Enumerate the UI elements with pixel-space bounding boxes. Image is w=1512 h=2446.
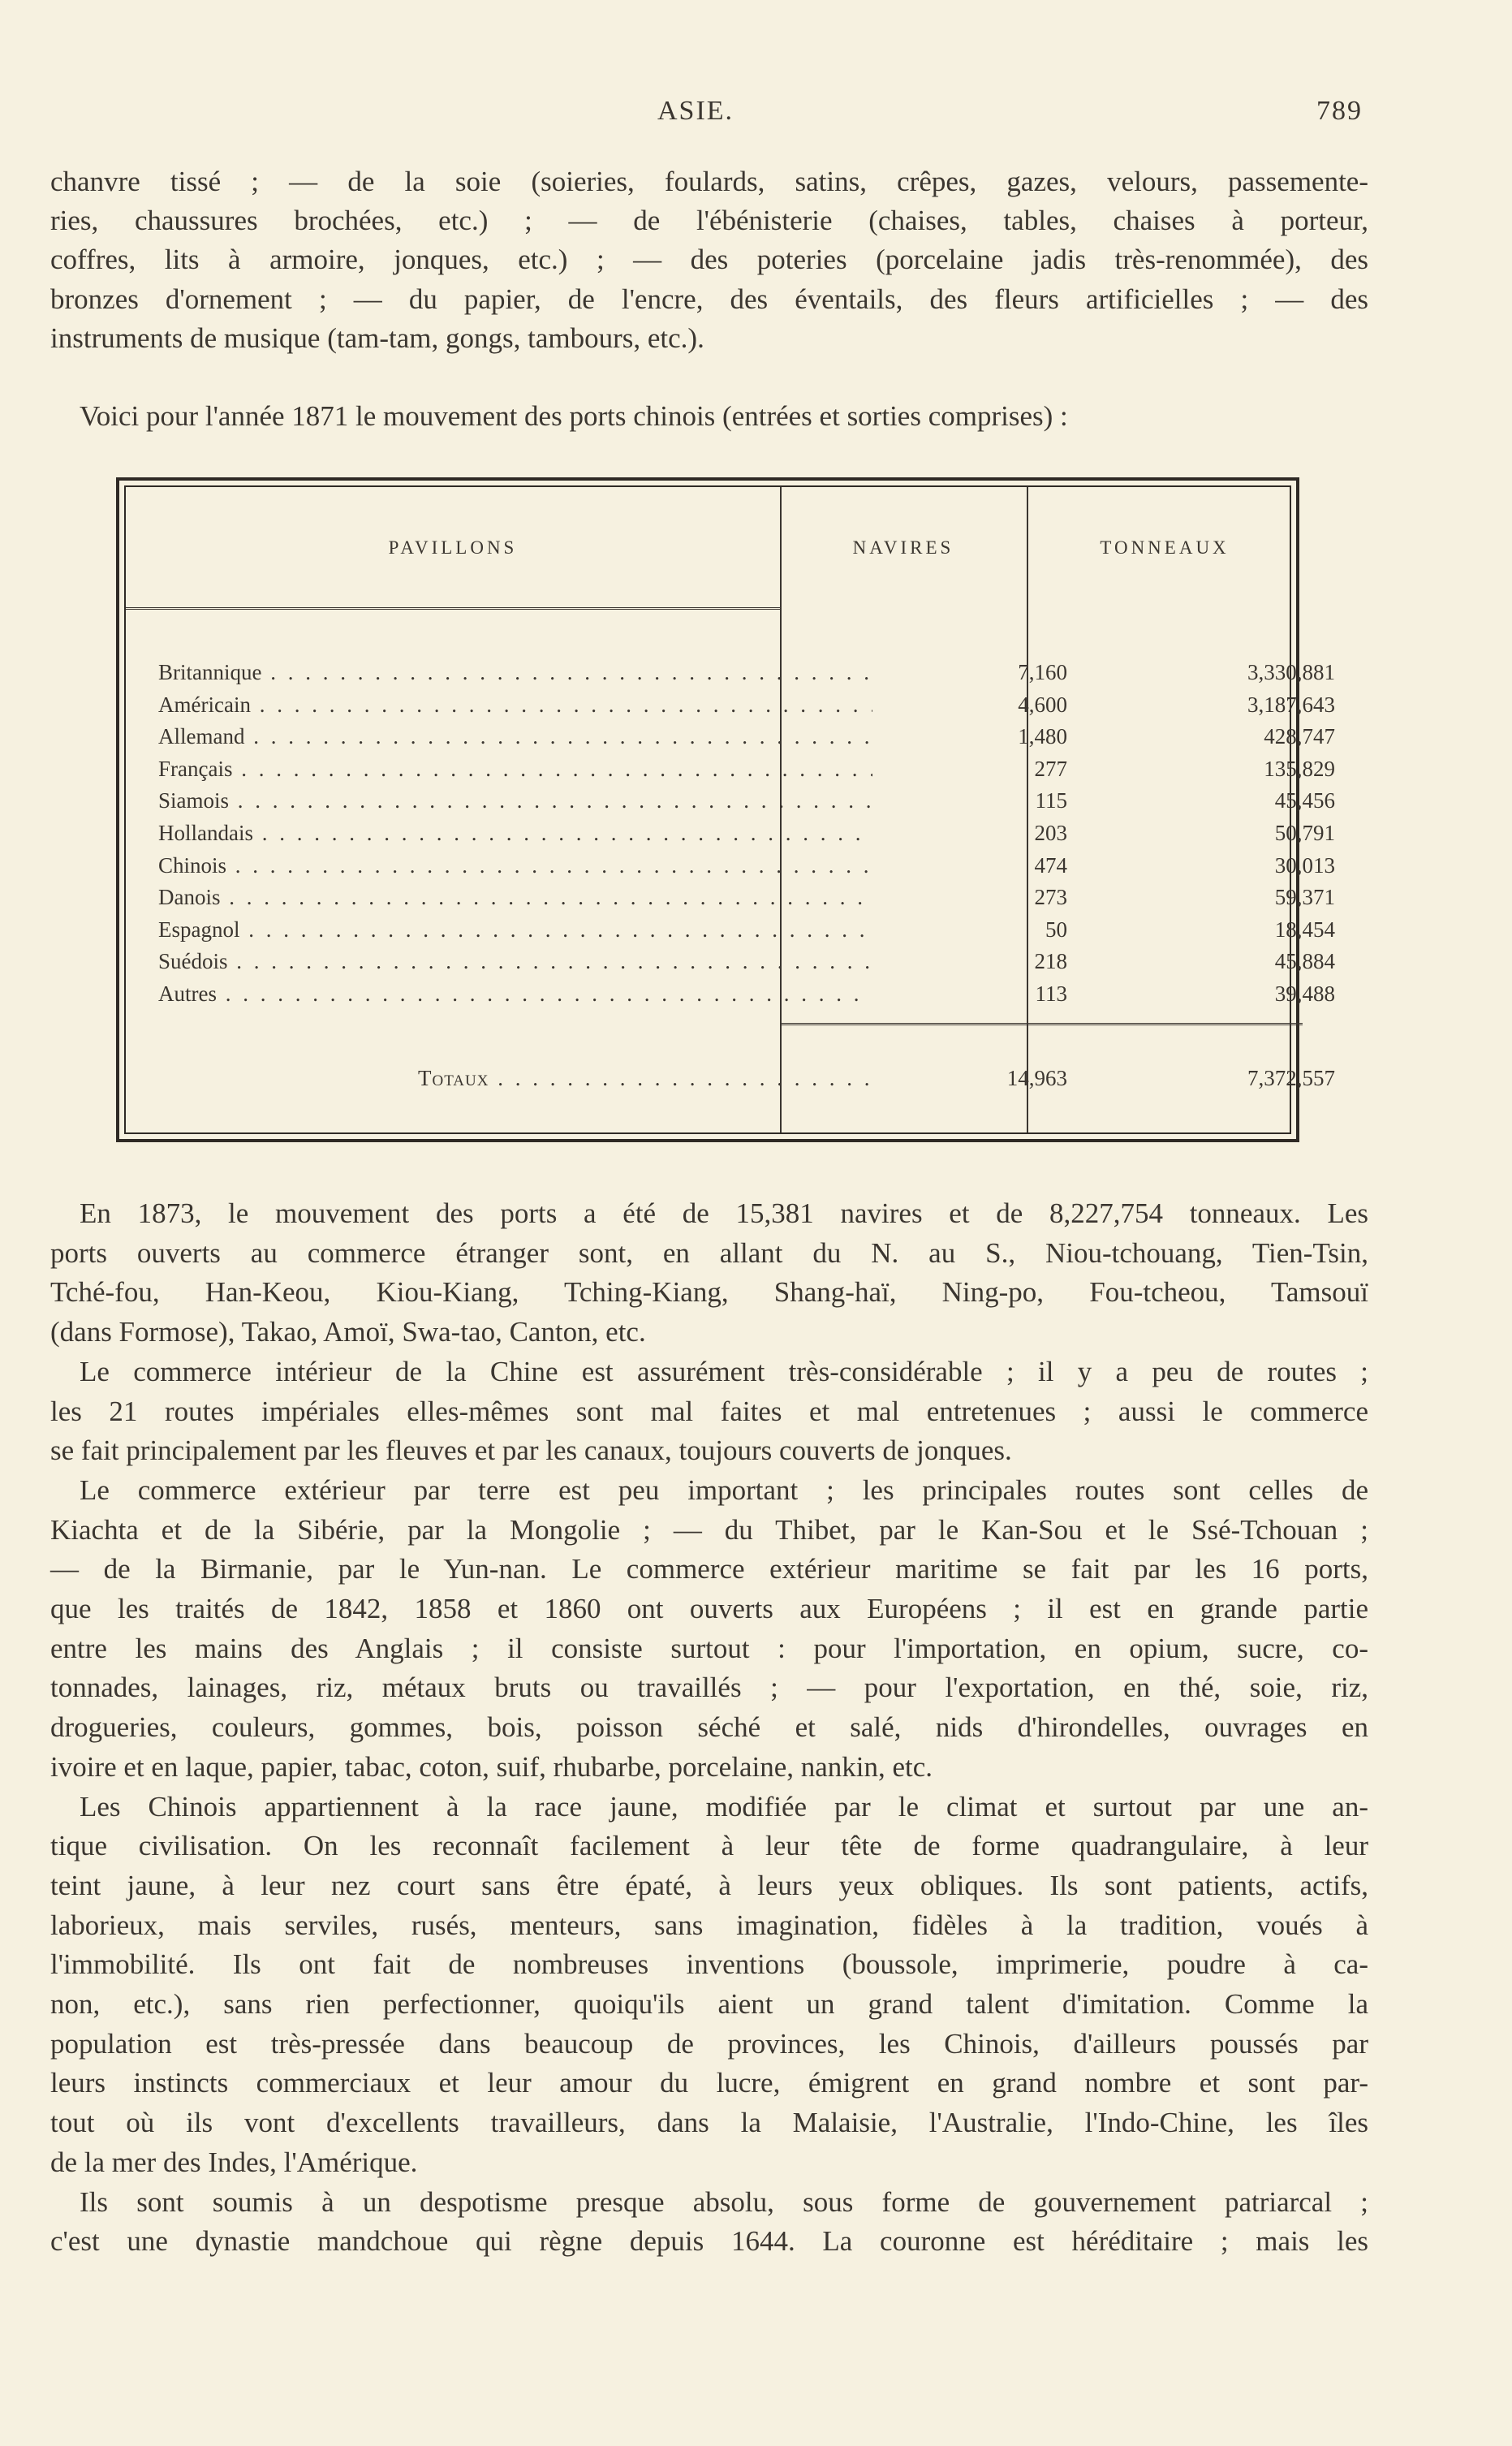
- text-line: de la mer des Indes, l'Amérique.: [50, 2146, 418, 2178]
- tonneaux-cell: 39,488: [1274, 981, 1335, 1006]
- pavillon-cell: Français . . .: [158, 753, 872, 785]
- tonneaux-cell: 428,747: [1264, 724, 1335, 749]
- text-line: Les Chinois appartiennent à la race jaune, modifiée par le climat et surtout par une an-: [80, 1790, 1368, 1823]
- text-line: ries, chaussures brochées, etc.) ; — de l'ébénisterie (chaises, tables, chaises à porteur,: [50, 205, 1368, 237]
- text-line: ivoire et en laque, papier, tabac, coton, suif, rhubarbe, porcelaine, nankin, etc.: [50, 1750, 933, 1783]
- text-line: bronzes d'ornement ; — du papier, de l'encre, des éventails, des fleurs artificielles ; — des: [50, 283, 1368, 315]
- text-line: chanvre tissé ; — de la soie (soieries, foulards, satins, crêpes, gazes, velours, passemente-: [50, 166, 1368, 197]
- navires-cell: 277: [1034, 756, 1067, 781]
- navires-cell: 113: [1035, 981, 1067, 1006]
- totals-tonneaux: 7,372,557: [1247, 1066, 1335, 1090]
- totals-navires: 14,963: [1006, 1066, 1067, 1090]
- text-line: tonnades, lainages, riz, métaux bruts ou travaillés ; — pour l'exportation, en thé, soie, riz,: [50, 1672, 1368, 1704]
- totals-rule: [780, 1023, 1303, 1025]
- tonneaux-cell: 45,884: [1274, 949, 1335, 974]
- table-row: [126, 881, 1335, 913]
- text-line: teint jaune, à leur nez court sans être épaté, à leurs yeux obliques. Ils sont patients, actifs,: [50, 1869, 1368, 1901]
- text-line: coffres, lits à armoire, jonques, etc.) ; — des poteries (porcelaine jadis très-renommée), des: [50, 244, 1368, 276]
- table-row: [126, 656, 1335, 688]
- pavillon-cell: Allemand . . .: [158, 720, 872, 753]
- navires-cell: 203: [1034, 821, 1067, 845]
- text-line: que les traités de 1842, 1858 et 1860 ont ouverts aux Européens ; il est en grande partie: [50, 1593, 1368, 1624]
- pavillon-cell: Espagnol . . .: [158, 913, 872, 946]
- text-line: l'immobilité. Ils ont fait de nombreuses inventions (boussole, imprimerie, poudre à ca-: [50, 1948, 1368, 1981]
- table-row: [126, 720, 1335, 753]
- text-line: les 21 routes impériales elles-mêmes sont mal faites et mal entretenues ; aussi le commerce: [50, 1395, 1368, 1427]
- text-line: se fait principalement par les fleuves et par les canaux, toujours couverts de jonques.: [50, 1434, 1012, 1467]
- navires-cell: 4,600: [1018, 692, 1067, 717]
- pavillon-cell: Danois . . .: [158, 881, 872, 913]
- table-row: [126, 913, 1335, 946]
- pavillon-cell: Siamois . . .: [158, 784, 872, 817]
- header-rule: [126, 607, 780, 610]
- text-line: — de la Birmanie, par le Yun-nan. Le commerce extérieur maritime se fait par les 16 ports,: [50, 1553, 1368, 1585]
- header-tonneaux: TONNEAUX: [1100, 537, 1230, 558]
- text-line: Ils sont soumis à un despotisme presque absolu, sous forme de gouvernement patriarcal ;: [80, 2185, 1368, 2218]
- tonneaux-cell: 18,454: [1274, 917, 1335, 942]
- text-line: population est très-pressée dans beaucoup de provinces, les Chinois, d'ailleurs poussés par: [50, 2027, 1368, 2060]
- header-pavillons: PAVILLONS: [388, 537, 518, 558]
- page-number: 789: [1316, 96, 1363, 126]
- pavillon-cell: Autres . . .: [158, 977, 872, 1010]
- text-line: tique civilisation. On les reconnaît facilement à leur tête de forme quadrangulaire, à leur: [50, 1830, 1368, 1862]
- text-line: Tché-fou, Han-Keou, Kiou-Kiang, Tching-Kiang, Shang-haï, Ning-po, Fou-tcheou, Tamsouï: [50, 1276, 1368, 1309]
- text-line: laborieux, mais serviles, rusés, menteurs, sans imagination, fidèles à la tradition, voués à: [50, 1909, 1368, 1941]
- ports-movement-table: [116, 477, 1335, 1142]
- table-row: [126, 753, 1335, 785]
- text-line: entre les mains des Anglais ; il consiste surtout : pour l'importation, en opium, sucre, co-: [50, 1632, 1368, 1664]
- text-line: Le commerce intérieur de la Chine est assurément très-considérable ; il y a peu de routes ;: [80, 1355, 1368, 1387]
- text-line: non, etc.), sans rien perfectionner, quoiqu'ils aient un grand talent d'imitation. Comme la: [50, 1988, 1368, 2020]
- tonneaux-cell: 135,829: [1264, 756, 1335, 781]
- tonneaux-cell: 3,330,881: [1247, 660, 1335, 684]
- text-line: instruments de musique (tam-tam, gongs, tambours, etc.).: [50, 321, 704, 354]
- navires-cell: 1,480: [1018, 724, 1067, 749]
- table-row: [126, 945, 1335, 977]
- running-title: ASIE.: [657, 96, 734, 126]
- text-line: drogueries, couleurs, gommes, bois, poisson séché et salé, nids d'hirondelles, ouvrages en: [50, 1711, 1368, 1744]
- tonneaux-cell: 30,013: [1274, 852, 1335, 878]
- tonneaux-cell: 3,187,643: [1247, 692, 1335, 717]
- header-navires: NAVIRES: [852, 537, 954, 558]
- navires-cell: 474: [1034, 852, 1067, 878]
- pavillon-cell: Britannique . . .: [158, 656, 872, 688]
- text-line: Kiachta et de la Sibérie, par la Mongolie ; — du Thibet, par le Kan-Sou et le Ssé-Tchouan ;: [50, 1513, 1368, 1546]
- pavillon-cell: Hollandais . . .: [158, 817, 872, 849]
- pavillon-cell: Suédois . . .: [158, 945, 872, 977]
- text-line: Le commerce extérieur par terre est peu important ; les principales routes sont celles de: [80, 1473, 1368, 1506]
- table-row: [126, 688, 1335, 721]
- text-line: Voici pour l'année 1871 le mouvement des ports chinois (entrées et sorties comprises) :: [80, 400, 1068, 432]
- totals-label: Totaux . . .: [418, 1062, 872, 1094]
- pavillon-cell: Américain . . .: [158, 688, 872, 721]
- navires-cell: 273: [1034, 885, 1067, 910]
- table-row: [126, 977, 1335, 1010]
- navires-cell: 7,160: [1018, 660, 1067, 684]
- tonneaux-cell: 50,791: [1274, 821, 1335, 845]
- text-line: ports ouverts au commerce étranger sont, en allant du N. au S., Niou-tchouang, Tien-Tsin,: [50, 1236, 1368, 1269]
- tonneaux-cell: 59,371: [1274, 885, 1335, 910]
- table-row: [126, 817, 1335, 849]
- tonneaux-cell: 45,456: [1274, 788, 1335, 813]
- navires-cell: 115: [1035, 788, 1067, 813]
- text-line: tout où ils vont d'excellents travailleurs, dans la Malaisie, l'Australie, l'Indo-Chine, les îles: [50, 2107, 1368, 2139]
- text-line: En 1873, le mouvement des ports a été de 15,381 navires et de 8,227,754 tonneaux. Les: [80, 1197, 1368, 1229]
- pavillon-cell: Chinois . . .: [158, 849, 872, 882]
- navires-cell: 50: [1045, 917, 1067, 942]
- table-row: [126, 849, 1335, 882]
- table-row: [126, 784, 1335, 817]
- text-line: c'est une dynastie mandchoue qui règne depuis 1644. La couronne est héréditaire ; mais les: [50, 2225, 1368, 2258]
- text-line: (dans Formose), Takao, Amoï, Swa-tao, Canton, etc.: [50, 1316, 646, 1348]
- text-line: leurs instincts commerciaux et leur amour du lucre, émigrent en grand nombre et sont par-: [50, 2067, 1368, 2099]
- totals-row: [126, 1062, 1335, 1094]
- navires-cell: 218: [1034, 949, 1067, 974]
